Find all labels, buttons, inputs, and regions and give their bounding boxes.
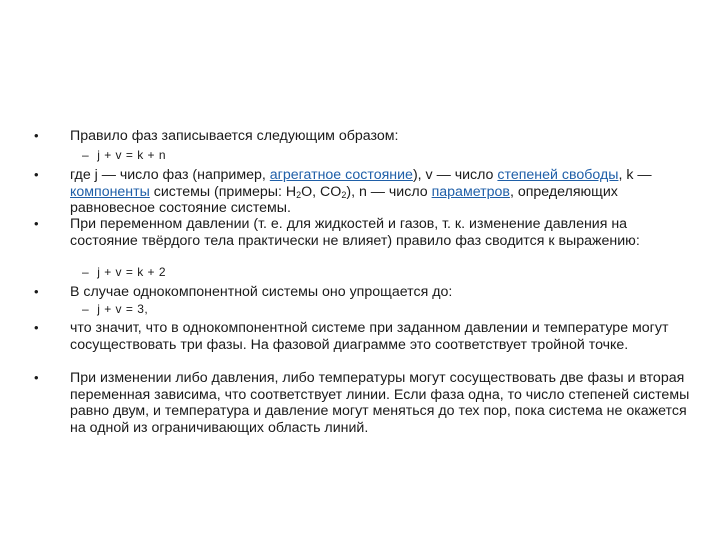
- bullet-marker: •: [34, 167, 39, 182]
- dash-marker: –: [82, 302, 90, 316]
- formula-text: j + v = 3,: [97, 302, 149, 316]
- formula-text: j + v = k + 2: [97, 265, 167, 279]
- bullet-marker: •: [34, 370, 39, 385]
- bullet-text-variable-pressure: При переменном давлении (т. е. для жидкостей и газов, т. к. изменение давления на состояние твёрдого тела практически не влияет) правило фаз сводится к выражению:: [70, 216, 640, 249]
- link-aggregate-state[interactable]: агрегатное состояние: [269, 167, 413, 183]
- dash-marker: –: [82, 148, 90, 162]
- bullet-text-triple-point: что значит, что в однокомпонентной системе при заданном давлении и температуре могут сосуществовать три фазы. На фазовой диаграмме это соответствует тройной точке.: [70, 320, 669, 353]
- formula-line: [82, 302, 148, 316]
- bullet-text-two-phases: При изменении либо давления, либо температуры могут сосуществовать две фазы и вторая переменная зависима, что соответствует линии. Если фаза одна, то число степеней системы равно двум, и температура и давление могут меняться до тех пор, пока система не окажется на одной из ограничивающих область линий.: [70, 370, 690, 436]
- bullet-marker: •: [34, 128, 39, 143]
- bullet-marker: •: [34, 284, 39, 299]
- bullet-text-definitions: где j — число фаз (например, агрегатное состояние), v — число степеней свободы, k — компоненты системы (примеры: $H_2O$, $CO_2$), n — число параметров, определяющих равновесное состояние системы.: [70, 167, 652, 217]
- link-degrees-of-freedom[interactable]: степеней свободы: [497, 167, 619, 183]
- link-components[interactable]: компоненты: [70, 183, 150, 200]
- formula-text: j + v = k + n: [97, 148, 167, 162]
- bullet-marker: •: [34, 216, 39, 231]
- dash-marker: –: [82, 265, 90, 279]
- bullet-marker: •: [34, 320, 39, 335]
- bullet-text-single-component: В случае однокомпонентной системы оно упрощается до:: [70, 284, 453, 300]
- link-parameters[interactable]: параметров: [431, 183, 510, 200]
- formula-line: [82, 148, 166, 162]
- formula-line: [82, 265, 166, 279]
- bullet-text-rule: Правило фаз записывается следующим образом:: [70, 128, 399, 144]
